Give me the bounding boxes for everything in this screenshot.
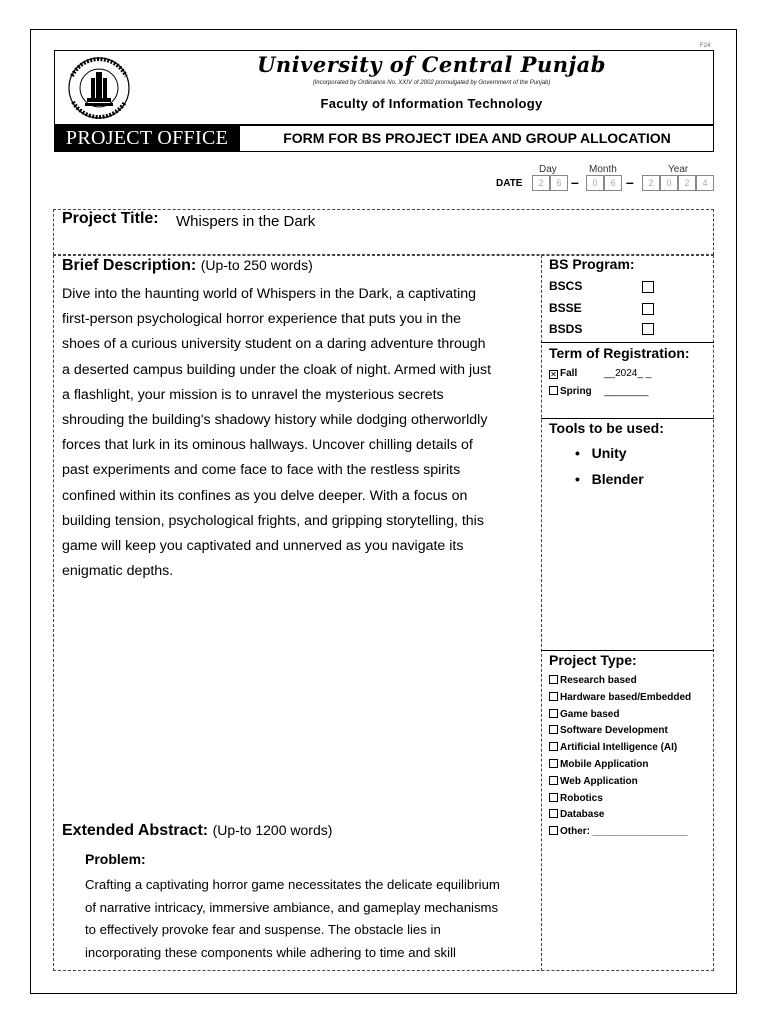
project-title-value[interactable]: Whispers in the Dark: [176, 213, 316, 230]
extended-abstract-label: Extended Abstract:: [62, 822, 209, 839]
date-year-label: Year: [668, 164, 689, 175]
term-fall-year[interactable]: __2024_ _: [604, 368, 652, 379]
project-type-option[interactable]: [549, 826, 687, 837]
project-type-option[interactable]: [549, 809, 604, 820]
desc-line: a flashlight, your mission is to unravel the mysterious secrets: [62, 386, 444, 403]
problem-line: Crafting a captivating horror game necessitates the delicate equilibrium: [85, 877, 500, 892]
problem-line: to effectively provoke fear and suspense. The obstacle lies in: [85, 922, 441, 938]
problem-heading: Problem:: [85, 851, 146, 867]
form-code: F24: [700, 43, 711, 49]
tools-heading: Tools to be used:: [549, 420, 664, 436]
desc-line: building tension, psychological frights, and gripping storytelling, this: [62, 512, 484, 529]
checkbox[interactable]: [549, 709, 558, 718]
desc-line: shoes of a curious university student on a daring adventure through: [62, 336, 486, 353]
desc-line: shrouding the building's shadowy history while dodging otherworldly: [62, 412, 488, 429]
date-day-digit-2[interactable]: 6: [550, 175, 568, 191]
university-seal-logo: [60, 54, 138, 120]
faculty-name: Faculty of Information Technology: [320, 96, 543, 111]
problem-text[interactable]: [85, 874, 535, 964]
term-fall-label: Fall: [560, 368, 578, 379]
problem-line: incorporating these components while adhering to time and skill: [85, 944, 456, 960]
option-label: Mobile Application: [560, 759, 649, 770]
program-bsse-checkbox[interactable]: [642, 303, 654, 315]
project-type-option[interactable]: [549, 692, 691, 703]
tool-name: Blender: [591, 471, 644, 487]
term-spring-year[interactable]: ________: [604, 386, 649, 397]
section-divider: [541, 418, 714, 419]
checkbox[interactable]: [549, 826, 558, 835]
tool-name: Unity: [591, 445, 627, 461]
date-year-digit-1[interactable]: 2: [642, 175, 660, 191]
checkbox[interactable]: [549, 675, 558, 684]
brief-description-note: (Up-to 250 words): [200, 257, 313, 273]
project-type-option[interactable]: [549, 759, 649, 770]
project-type-option[interactable]: [549, 725, 668, 736]
form-title: FORM FOR BS PROJECT IDEA AND GROUP ALLOCATION: [283, 130, 671, 146]
option-label: Hardware based/Embedded: [560, 692, 692, 703]
option-label: Artificial Intelligence (AI): [560, 742, 678, 753]
program-bsse-label: BSSE: [549, 301, 582, 315]
project-office-label: PROJECT OFFICE: [54, 125, 240, 152]
desc-line: enigmatic depths.: [62, 563, 174, 580]
column-divider: [541, 255, 542, 971]
desc-line: first-person psychological horror experience that puts you in the: [62, 311, 462, 328]
option-label: Database: [560, 809, 605, 820]
desc-line: a deserted campus building under the cloak of night. Armed with just: [62, 361, 492, 378]
brief-description-label: Brief Description:: [62, 257, 197, 274]
option-label: Game based: [560, 709, 620, 720]
bullet-icon: •: [575, 445, 580, 461]
extended-abstract-heading: [62, 822, 332, 840]
desc-line: Dive into the haunting world of Whispers in the Dark, a captivating: [62, 286, 477, 302]
project-type-option[interactable]: [549, 776, 638, 787]
brief-description-text[interactable]: [62, 282, 538, 584]
option-label: Robotics: [560, 793, 603, 804]
checkbox[interactable]: [549, 759, 558, 768]
project-type-option[interactable]: [549, 709, 619, 720]
checkbox[interactable]: [549, 809, 558, 818]
date-month-label: Month: [589, 164, 617, 175]
term-fall-checkbox[interactable]: ✕: [550, 370, 557, 379]
project-type-option[interactable]: [549, 742, 677, 753]
date-year-digit-3[interactable]: 2: [678, 175, 696, 191]
project-type-heading: Project Type:: [549, 652, 637, 668]
date-month-digit-1[interactable]: 0: [586, 175, 604, 191]
checkbox[interactable]: [549, 793, 558, 802]
option-label: Software Development: [560, 725, 668, 736]
date-day-label: Day: [539, 164, 557, 175]
brief-description-heading: [62, 257, 313, 275]
tool-item: [575, 445, 627, 461]
desc-line: confined within its confines as you delve deeper. With a focus on: [62, 487, 468, 504]
desc-line: game will keep you captivated and unnerved as you navigate its: [62, 538, 464, 555]
project-title-label: Project Title:: [62, 210, 159, 227]
option-label: Other: _________________: [560, 826, 688, 837]
checkbox[interactable]: [549, 692, 558, 701]
tool-item: [575, 471, 644, 487]
term-spring-checkbox[interactable]: [549, 386, 558, 395]
desc-line: forces that lurk in its ominous hallways. Uncover chilling details of: [62, 437, 473, 454]
program-bscs-checkbox[interactable]: [642, 281, 654, 293]
university-name: University of Central Punjab: [257, 52, 606, 77]
date-month-digit-2[interactable]: 6: [604, 175, 622, 191]
section-divider: [541, 342, 714, 343]
extended-abstract-note: (Up-to 1200 words): [212, 822, 333, 838]
program-bscs-label: BSCS: [549, 279, 583, 293]
program-bsds-checkbox[interactable]: [642, 323, 654, 335]
incorporation-note: (Incorporated by Ordinance No. XXIV of 2002 promulgated by Government of the Punjab): [312, 80, 551, 86]
date-separator: –: [571, 174, 579, 190]
bullet-icon: •: [575, 471, 580, 487]
term-fall[interactable]: [549, 368, 577, 379]
desc-line: past experiments and come face to face with the restless spirits: [62, 462, 461, 479]
program-bsds-label: BSDS: [549, 322, 583, 336]
problem-line: of narrative intricacy, immersive ambiance, and gameplay mechanisms: [85, 899, 499, 915]
term-spring-label: Spring: [560, 386, 592, 397]
term-heading: Term of Registration:: [549, 345, 690, 361]
project-type-option[interactable]: [549, 793, 603, 804]
date-year-digit-4[interactable]: 4: [696, 175, 714, 191]
date-label: DATE: [496, 178, 523, 189]
checkbox[interactable]: [549, 725, 558, 734]
term-spring[interactable]: [549, 386, 592, 397]
checkbox[interactable]: [549, 742, 558, 751]
date-day-digit-1[interactable]: 2: [532, 175, 550, 191]
date-separator: –: [626, 174, 634, 190]
date-year-digit-2[interactable]: 0: [660, 175, 678, 191]
option-label: Web Application: [560, 776, 638, 787]
option-label: Research based: [560, 675, 637, 686]
bs-program-heading: BS Program:: [549, 256, 635, 272]
checkbox[interactable]: [549, 776, 558, 785]
section-divider: [541, 650, 714, 651]
project-type-option[interactable]: [549, 675, 637, 686]
